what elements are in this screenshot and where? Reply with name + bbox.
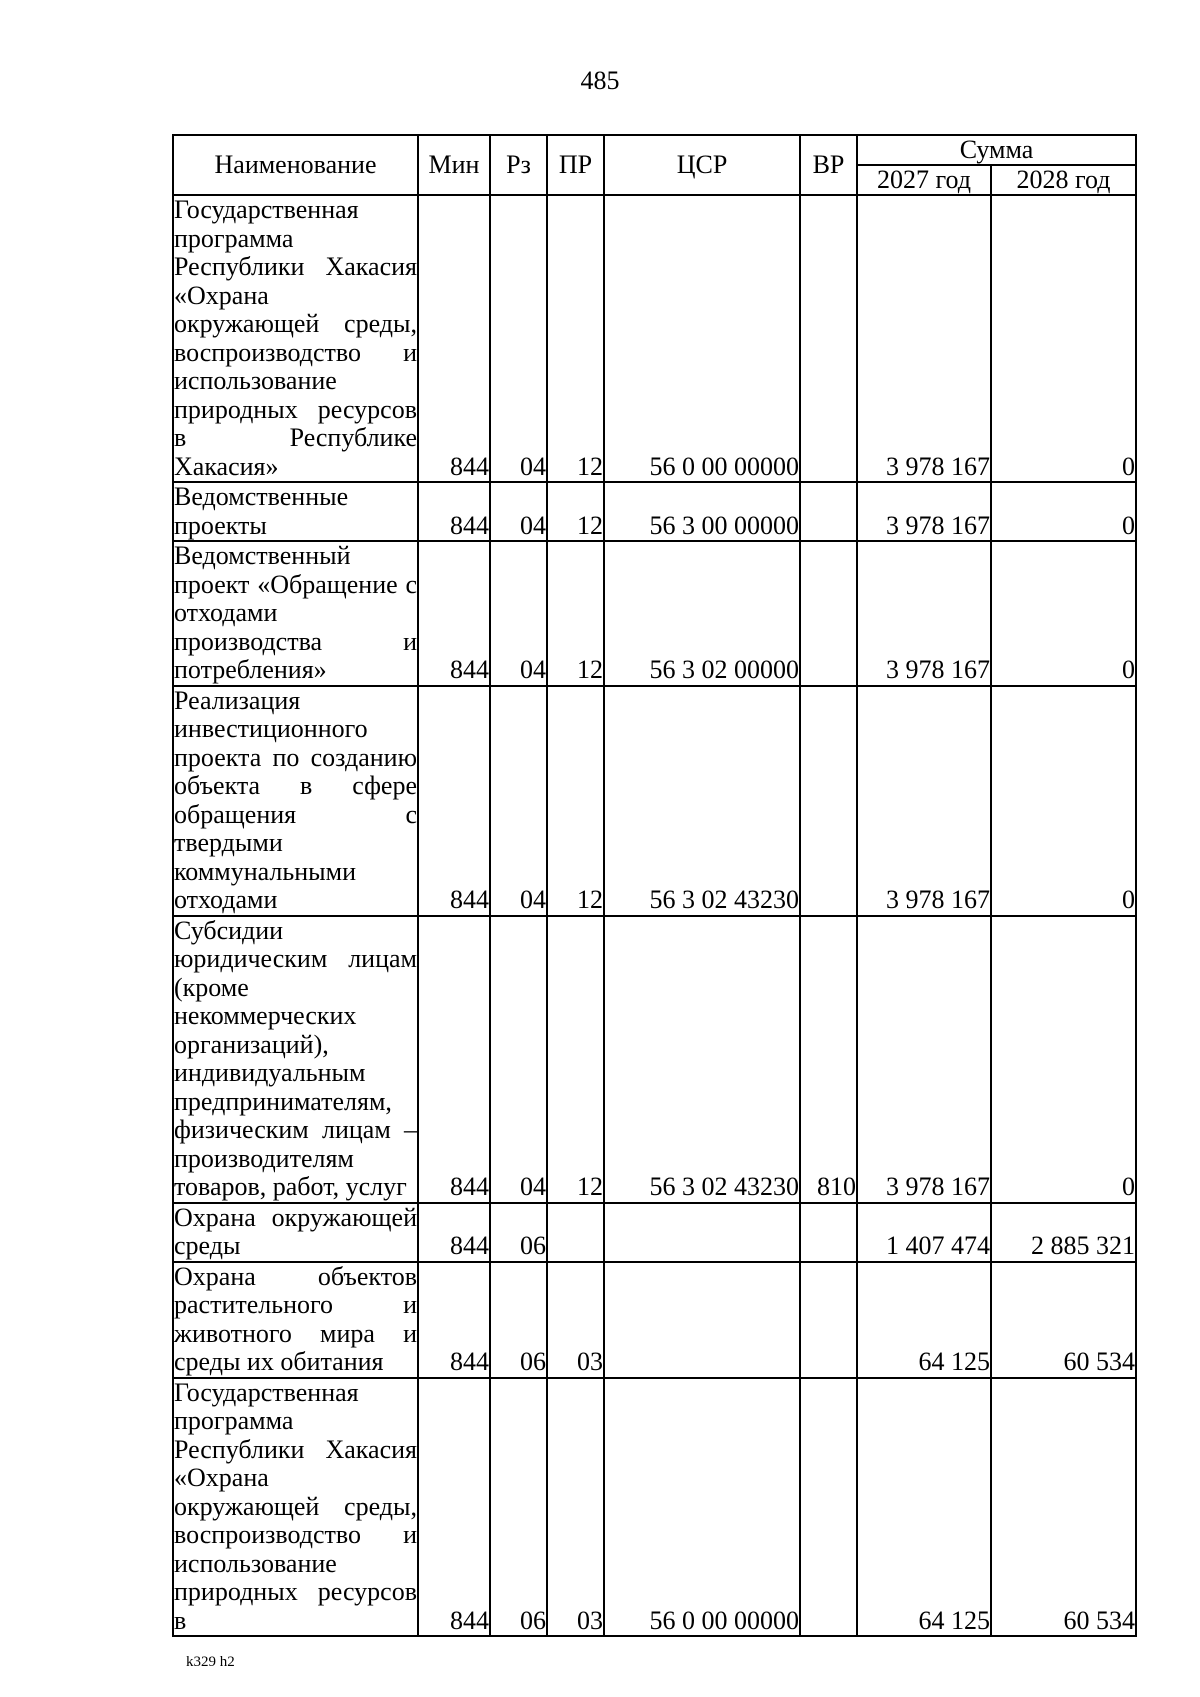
row-sum-2028: 0 <box>991 195 1136 482</box>
row-rz: 04 <box>490 686 547 916</box>
row-pr: 12 <box>547 541 604 686</box>
row-csr <box>604 1203 800 1262</box>
row-min: 844 <box>418 1378 490 1637</box>
row-rz: 04 <box>490 916 547 1203</box>
row-pr: 12 <box>547 916 604 1203</box>
header-name: Наименование <box>173 135 418 195</box>
row-vr <box>800 1378 857 1637</box>
row-sum-2027: 3 978 167 <box>857 482 991 541</box>
row-min: 844 <box>418 1203 490 1262</box>
row-sum-2027: 64 125 <box>857 1378 991 1637</box>
header-min: Мин <box>418 135 490 195</box>
row-vr <box>800 195 857 482</box>
row-sum-2028: 0 <box>991 482 1136 541</box>
page-number: 485 <box>580 66 620 95</box>
row-rz: 06 <box>490 1203 547 1262</box>
row-min: 844 <box>418 541 490 686</box>
row-sum-2027: 64 125 <box>857 1262 991 1378</box>
row-sum-2028: 2 885 321 <box>991 1203 1136 1262</box>
row-min: 844 <box>418 916 490 1203</box>
row-vr <box>800 1262 857 1378</box>
row-sum-2028: 60 534 <box>991 1262 1136 1378</box>
row-sum-2028: 0 <box>991 916 1136 1203</box>
header-csr: ЦСР <box>604 135 800 195</box>
header-rz: Рз <box>490 135 547 195</box>
row-vr <box>800 1203 857 1262</box>
header-vr: ВР <box>800 135 857 195</box>
table-row <box>173 541 1136 686</box>
table-row <box>173 686 1136 916</box>
row-sum-2027: 3 978 167 <box>857 686 991 916</box>
row-pr: 12 <box>547 195 604 482</box>
row-name: Государственная программа Республики Хакасия «Охрана окружающей среды, воспроизводство и использование природных ресурсов в Республике Хакасия» <box>174 195 417 481</box>
row-rz: 06 <box>490 1378 547 1637</box>
table-row <box>173 195 1136 482</box>
row-pr: 03 <box>547 1378 604 1637</box>
row-name: Ведомственный проект «Обращение с отходами производства и потребления» <box>174 541 417 684</box>
header-year-2028: 2028 год <box>991 165 1136 195</box>
table-row <box>173 1262 1136 1378</box>
budget-table <box>172 134 1137 1637</box>
row-name: Охрана окружающей среды <box>174 1202 417 1260</box>
row-vr <box>800 686 857 916</box>
row-vr: 810 <box>800 916 857 1203</box>
row-name: Государственная программа Республики Хакасия «Охрана окружающей среды, воспроизводство и использование природных ресурсов в <box>174 1377 417 1635</box>
row-sum-2028: 60 534 <box>991 1378 1136 1637</box>
row-rz: 04 <box>490 541 547 686</box>
table-row <box>173 1203 1136 1262</box>
row-csr: 56 3 02 43230 <box>604 686 800 916</box>
row-min: 844 <box>418 482 490 541</box>
header-sum: Сумма <box>857 135 1136 165</box>
row-sum-2027: 3 978 167 <box>857 541 991 686</box>
row-min: 844 <box>418 195 490 482</box>
row-csr: 56 3 02 43230 <box>604 916 800 1203</box>
row-min: 844 <box>418 686 490 916</box>
header-pr: ПР <box>547 135 604 195</box>
row-pr <box>547 1203 604 1262</box>
row-vr <box>800 541 857 686</box>
row-sum-2027: 3 978 167 <box>857 195 991 482</box>
row-sum-2027: 1 407 474 <box>857 1203 991 1262</box>
row-pr: 12 <box>547 482 604 541</box>
row-sum-2028: 0 <box>991 541 1136 686</box>
row-pr: 03 <box>547 1262 604 1378</box>
row-csr: 56 3 02 00000 <box>604 541 800 686</box>
row-vr <box>800 482 857 541</box>
row-sum-2027: 3 978 167 <box>857 916 991 1203</box>
row-name: Охрана объектов растительного и животного мира и среды их обитания <box>174 1261 417 1376</box>
row-sum-2028: 0 <box>991 686 1136 916</box>
row-csr: 56 0 00 00000 <box>604 195 800 482</box>
row-min: 844 <box>418 1262 490 1378</box>
row-name: Реализация инвестиционного проекта по созданию объекта в сфере обращения с твердыми коммунальными отходами <box>174 685 417 914</box>
footer-document-code: k329 h2 <box>186 1654 235 1670</box>
row-csr: 56 3 00 00000 <box>604 482 800 541</box>
row-rz: 06 <box>490 1262 547 1378</box>
row-csr <box>604 1262 800 1378</box>
row-name: Ведомственные проекты <box>173 482 418 541</box>
table-row <box>173 1378 1136 1637</box>
row-name: Субсидии юридическим лицам (кроме некоммерческих организаций), индивидуальным предпринимателям, физическим лицам – производителям товаров, работ, услуг <box>174 915 417 1201</box>
row-pr: 12 <box>547 686 604 916</box>
row-rz: 04 <box>490 482 547 541</box>
header-year-2027: 2027 год <box>857 165 991 195</box>
table-row <box>173 482 1136 541</box>
table-row <box>173 916 1136 1203</box>
row-csr: 56 0 00 00000 <box>604 1378 800 1637</box>
row-rz: 04 <box>490 195 547 482</box>
